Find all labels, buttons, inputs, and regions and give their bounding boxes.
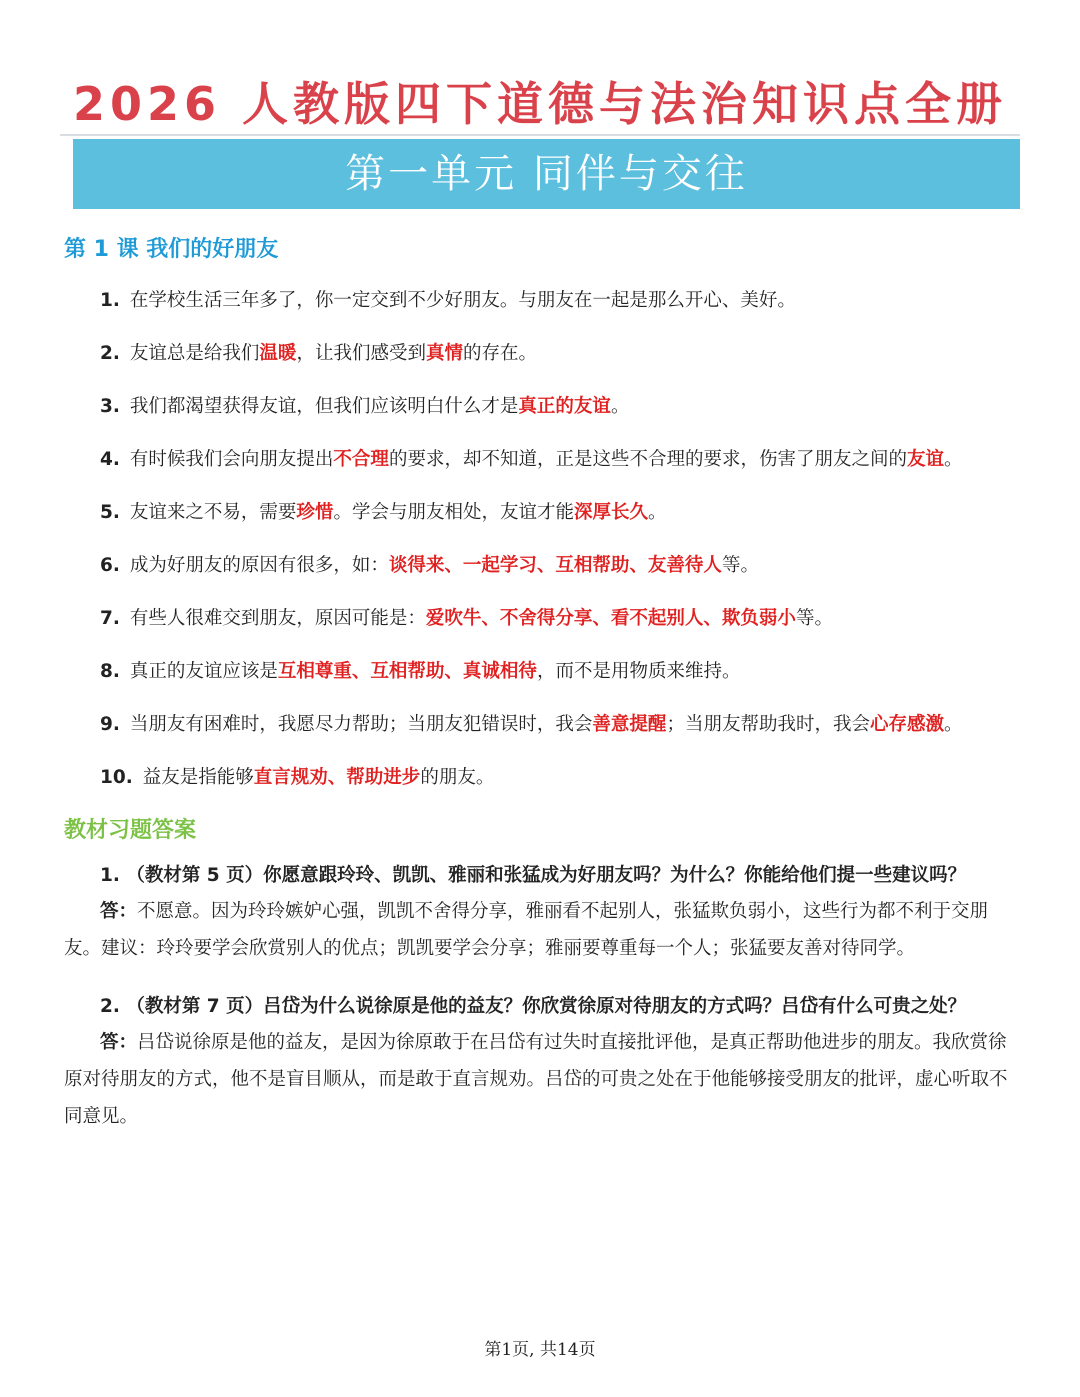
lesson-heading: 第 1 课 我们的好朋友 [64,237,279,262]
exercise-question: 1. （教材第 5 页）你愿意跟玲玲、凯凯、雅丽和张猛成为好朋友吗？为什么？你能给他们提一些建议吗？ [100,865,967,886]
key-term: 爱吹牛、不舍得分享、看不起别人、欺负弱小 [425,608,796,629]
point-text: 等。 [795,608,833,629]
exercise-question: 2. （教材第 7 页）吕岱为什么说徐原是他的益友？你欣赏徐原对待朋友的方式吗？吕岱有什么可贵之处？ [100,996,967,1017]
title-divider [60,134,1020,136]
knowledge-point [64,283,1018,318]
key-term: 深厚长久 [573,502,648,523]
exercise-answers-list [64,858,1018,1135]
document-title: 2026 人教版四下道德与法治知识点全册 [72,77,1008,131]
point-number: 4. [100,449,120,470]
point-text: 在学校生活三年多了，你一定交到不少好朋友。与朋友在一起是那么开心、美好。 [129,290,796,311]
point-text: 。 [943,714,963,735]
point-number: 8. [100,661,120,682]
knowledge-point [64,548,1018,583]
exercise-heading: 教材习题答案 [64,818,197,843]
point-text: ，而不是用物质来维持。 [536,661,741,682]
point-text: 友谊来之不易，需要 [129,502,297,523]
point-text: 友谊总是给我们 [129,343,260,364]
key-term: 真情 [425,343,463,364]
point-number: 10. [100,767,133,788]
point-text: 。学会与朋友相处，友谊才能 [333,502,574,523]
point-text: 等。 [721,555,759,576]
main-content [64,232,1018,1157]
point-text: 真正的友谊应该是 [129,661,278,682]
page-footer: 第1页, 共14页 [484,1340,596,1360]
key-term: 真正的友谊 [518,396,611,417]
point-text: 的朋友。 [420,767,495,788]
unit-banner: 第一单元 同伴与交往 [73,139,1020,209]
knowledge-point [64,336,1018,371]
key-term: 心存感激 [869,714,944,735]
point-text: 成为好朋友的原因有很多，如： [129,555,389,576]
point-text: 的要求，却不知道，正是这些不合理的要求，伤害了朋友之间的 [388,449,907,470]
point-number: 9. [100,714,120,735]
key-term: 互相尊重、互相帮助、真诚相待 [277,661,537,682]
exercise-answer [64,893,1018,967]
answer-text: 不愿意。因为玲玲嫉妒心强，凯凯不舍得分享，雅丽看不起别人，张猛欺负弱小，这些行为都不利于交朋友。建议：玲玲要学会欣赏别人的优点；凯凯要学会分享；雅丽要尊重每一个人；张猛要友善对待同学。 [64,901,989,959]
point-text: ，让我们感受到 [296,343,426,364]
point-text: 。 [610,396,630,417]
point-number: 6. [100,555,120,576]
point-text: 。 [943,449,963,470]
key-term: 谈得来、一起学习、互相帮助、友善待人 [388,555,722,576]
point-number: 5. [100,502,120,523]
knowledge-point [64,601,1018,636]
key-term: 直言规劝、帮助进步 [253,767,421,788]
point-text: 我们都渴望获得友谊，但我们应该明白什么才是 [129,396,519,417]
answer-label: 答： [100,1032,138,1053]
point-number: 1. [100,290,120,311]
knowledge-points-list [64,283,1018,795]
point-text: 。 [647,502,667,523]
point-number: 3. [100,396,120,417]
knowledge-point [64,707,1018,742]
knowledge-point [64,495,1018,530]
key-term: 温暖 [259,343,297,364]
point-number: 2. [100,343,120,364]
point-text: 有时候我们会向朋友提出 [129,449,334,470]
point-text: ；当朋友帮助我时，我会 [666,714,870,735]
key-term: 善意提醒 [592,714,667,735]
key-term: 珍惜 [296,502,334,523]
knowledge-point [64,442,1018,477]
answer-text: 吕岱说徐原是他的益友，是因为徐原敢于在吕岱有过失时直接批评他，是真正帮助他进步的朋友。我欣赏徐原对待朋友的方式，他不是盲目顺从，而是敢于直言规劝。吕岱的可贵之处在于他能够接受朋友的批评，虚心听取不同意见。 [64,1032,1008,1127]
key-term: 不合理 [333,449,389,470]
answer-label: 答： [100,901,138,922]
point-text: 有些人很难交到朋友，原因可能是： [129,608,426,629]
key-term: 友谊 [906,449,944,470]
knowledge-point [64,654,1018,689]
point-number: 7. [100,608,120,629]
exercise-answer [64,1024,1018,1135]
knowledge-point [64,760,1018,795]
point-text: 益友是指能够 [142,767,254,788]
point-text: 当朋友有困难时，我愿尽力帮助；当朋友犯错误时，我会 [129,714,593,735]
point-text: 的存在。 [462,343,537,364]
knowledge-point [64,389,1018,424]
